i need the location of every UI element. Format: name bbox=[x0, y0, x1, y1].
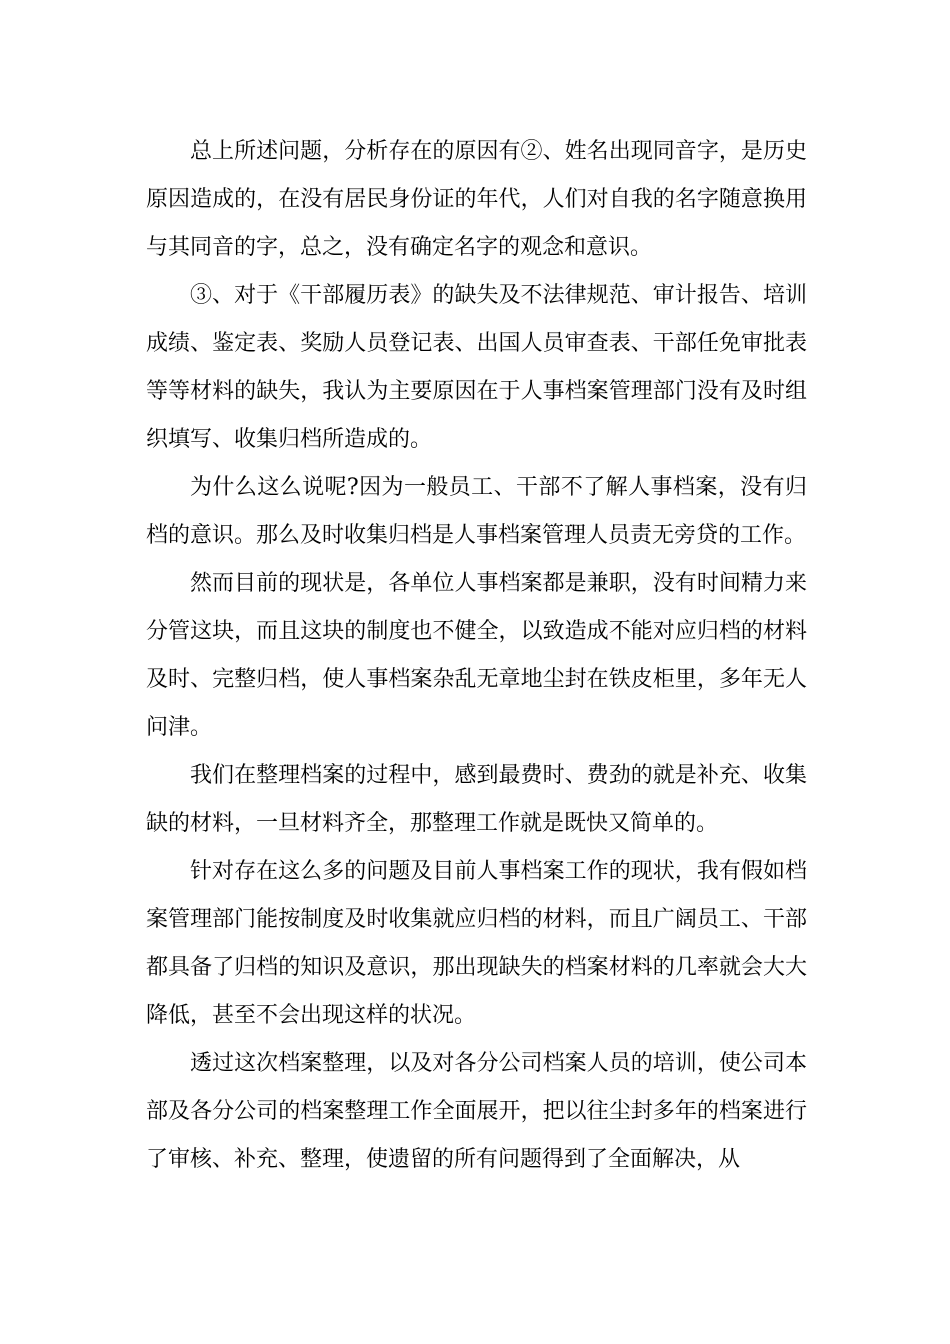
paragraph-5: 我们在整理档案的过程中，感到最费时、费劲的就是补充、收集缺的材料，一旦材料齐全，那整理工作就是既快又简单的。 bbox=[146, 763, 807, 836]
paragraph-6: 针对存在这么多的问题及目前人事档案工作的现状，我有假如档案管理部门能按制度及时收集就应归档的材料，而且广阔员工、干部都具备了归档的知识及意识，那出现缺失的档案材料的几率就会大大降低，甚至不会出现这样的状况。 bbox=[146, 859, 807, 1028]
paragraph-7: 透过这次档案整理，以及对各分公司档案人员的培训，使公司本部及各分公司的档案整理工作全面展开，把以往尘封多年的档案进行了审核、补充、整理，使遗留的所有问题得到了全面解决，从 bbox=[146, 1051, 807, 1172]
paragraph-1: 总上所述问题，分析存在的原因有②、姓名出现同音字，是历史原因造成的，在没有居民身份证的年代，人们对自我的名字随意换用与其同音的字，总之，没有确定名字的观念和意识。 bbox=[146, 139, 807, 260]
paragraph-3: 为什么这么说呢?因为一般员工、干部不了解人事档案，没有归档的意识。那么及时收集归档是人事档案管理人员责无旁贷的工作。 bbox=[146, 475, 807, 548]
paragraph-2: ③、对于《干部履历表》的缺失及不法律规范、审计报告、培训成绩、鉴定表、奖励人员登记表、出国人员审查表、干部任免审批表等等材料的缺失，我认为主要原因在于人事档案管理部门没有及时组织填写、收集归档所造成的。 bbox=[146, 283, 807, 452]
document-body bbox=[146, 128, 807, 1184]
paragraph-4: 然而目前的现状是，各单位人事档案都是兼职，没有时间精力来分管这块，而且这块的制度也不健全，以致造成不能对应归档的材料及时、完整归档，使人事档案杂乱无章地尘封在铁皮柜里，多年无人问津。 bbox=[146, 571, 807, 740]
